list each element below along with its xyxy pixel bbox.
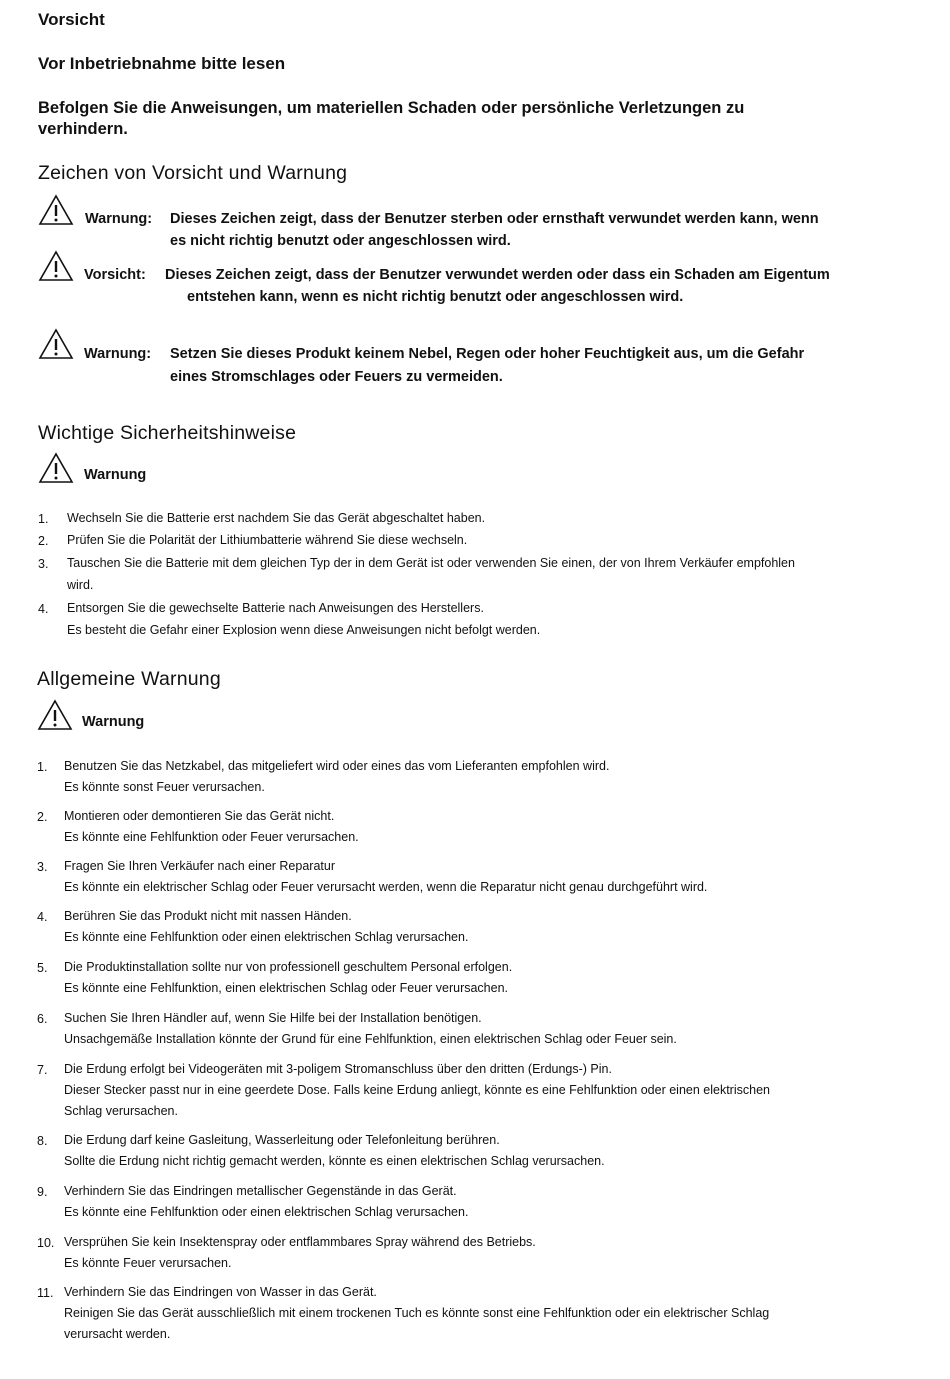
list-item-number: 1. <box>38 512 49 526</box>
list-item-number: 7. <box>37 1063 48 1077</box>
safety-heading: Wichtige Sicherheitshinweise <box>38 422 297 444</box>
sign-warning-label: Warnung: <box>85 211 153 227</box>
list-item-text: Entsorgen Sie die gewechselte Batterie nach Anweisungen des Herstellers. <box>67 601 484 615</box>
list-item-number: 9. <box>37 1185 48 1199</box>
list-item-text: Es könnte sonst Feuer verursachen. <box>64 780 265 794</box>
list-item-number: 10. <box>37 1236 55 1250</box>
list-item-text: Schlag verursachen. <box>64 1104 178 1118</box>
list-item-text: Es könnte eine Fehlfunktion oder Feuer verursachen. <box>64 830 359 844</box>
list-item-text: Es könnte eine Fehlfunktion, einen elektrischen Schlag oder Feuer verursachen. <box>64 981 509 995</box>
list-item-text: Es könnte ein elektrischer Schlag oder Feuer verursacht werden, wenn die Reparatur nicht genau durchgeführt wird. <box>64 880 708 894</box>
list-item-number: 5. <box>37 961 48 975</box>
list-item-text: Fragen Sie Ihren Verkäufer nach einer Reparatur <box>64 859 335 873</box>
warning-triangle-icon <box>38 452 74 484</box>
list-item-text: Unsachgemäße Installation könnte der Grund für eine Fehlfunktion, einen elektrischen Schlag oder Feuer sein. <box>64 1032 677 1046</box>
warning-triangle-icon <box>38 328 74 360</box>
list-item-number: 2. <box>38 534 49 548</box>
list-item-text: verursacht werden. <box>64 1327 171 1341</box>
warning-triangle-icon <box>38 194 74 226</box>
list-item-text: Tauschen Sie die Batterie mit dem gleichen Typ der in dem Gerät ist oder verwenden Sie einen, der von Ihrem Verkäufer empfohlen <box>67 556 795 570</box>
sign-warning-line-2: es nicht richtig benutzt oder angeschlossen wird. <box>170 233 511 249</box>
sign-caution-label: Vorsicht: <box>84 267 146 283</box>
sign-warning-line-1: Dieses Zeichen zeigt, dass der Benutzer sterben oder ernsthaft verwundet werden kann, wenn <box>170 211 819 227</box>
intro-line-1: Befolgen Sie die Anweisungen, um materiellen Schaden oder persönliche Verletzungen zu <box>38 99 745 117</box>
list-item-number: 2. <box>37 810 48 824</box>
intro-line-2: verhindern. <box>38 120 128 138</box>
list-item-text: Benutzen Sie das Netzkabel, das mitgeliefert wird oder eines das vom Lieferanten empfohlen wird. <box>64 759 610 773</box>
list-item-text: Die Produktinstallation sollte nur von professionell geschultem Personal erfolgen. <box>64 960 513 974</box>
caution-triangle-icon <box>38 250 74 282</box>
list-item-text: Berühren Sie das Produkt nicht mit nassen Händen. <box>64 909 352 923</box>
list-item-text: Reinigen Sie das Gerät ausschließlich mit einem trockenen Tuch es könnte sonst eine Fehlfunktion oder ein elektrischer Schlag <box>64 1306 770 1320</box>
page-subtitle: Vor Inbetriebnahme bitte lesen <box>38 54 286 73</box>
signs-heading: Zeichen von Vorsicht und Warnung <box>38 162 348 184</box>
list-item-number: 6. <box>37 1012 48 1026</box>
list-item-text: Dieser Stecker passt nur in eine geerdete Dose. Falls keine Erdung anliegt, könnte es eine Fehlfunktion oder einen elektrischen <box>64 1083 770 1097</box>
list-item-number: 3. <box>38 557 49 571</box>
general-warning-label: Warnung <box>82 714 145 730</box>
list-item-text: Versprühen Sie kein Insektenspray oder entflammbares Spray während des Betriebs. <box>64 1235 536 1249</box>
sign-moisture-line-2: eines Stromschlages oder Feuers zu vermeiden. <box>170 369 503 385</box>
general-heading: Allgemeine Warnung <box>37 668 221 690</box>
safety-warning-label: Warnung <box>84 467 147 483</box>
list-item-number: 1. <box>37 760 48 774</box>
list-item-number: 11. <box>37 1286 54 1300</box>
list-item-text: Die Erdung erfolgt bei Videogeräten mit 3-poligem Stromanschluss über den dritten (Erdungs-) Pin. <box>64 1062 612 1076</box>
list-item-text: Prüfen Sie die Polarität der Lithiumbatterie während Sie diese wechseln. <box>67 533 468 547</box>
warning-triangle-icon <box>37 699 73 731</box>
list-item-text: Suchen Sie Ihren Händler auf, wenn Sie Hilfe bei der Installation benötigen. <box>64 1011 482 1025</box>
list-item-text: Es besteht die Gefahr einer Explosion wenn diese Anweisungen nicht befolgt werden. <box>67 623 541 637</box>
list-item-text: Es könnte eine Fehlfunktion oder einen elektrischen Schlag verursachen. <box>64 930 469 944</box>
list-item-text: Verhindern Sie das Eindringen von Wasser in das Gerät. <box>64 1285 377 1299</box>
list-item-number: 3. <box>37 860 48 874</box>
list-item-text: Sollte die Erdung nicht richtig gemacht werden, könnte es einen elektrischen Schlag verursachen. <box>64 1154 605 1168</box>
list-item-number: 4. <box>38 602 49 616</box>
sign-moisture-label: Warnung: <box>84 346 152 362</box>
list-item-text: Montieren oder demontieren Sie das Gerät nicht. <box>64 809 335 823</box>
sign-moisture-line-1: Setzen Sie dieses Produkt keinem Nebel, Regen oder hoher Feuchtigkeit aus, um die Gefahr <box>170 346 805 362</box>
list-item-text: wird. <box>67 578 94 592</box>
list-item-text: Wechseln Sie die Batterie erst nachdem Sie das Gerät abgeschaltet haben. <box>67 511 486 525</box>
sign-caution-line-1: Dieses Zeichen zeigt, dass der Benutzer verwundet werden oder dass ein Schaden am Eigentum <box>165 267 830 283</box>
list-item-text: Die Erdung darf keine Gasleitung, Wasserleitung oder Telefonleitung berühren. <box>64 1133 500 1147</box>
list-item-text: Es könnte eine Fehlfunktion oder einen elektrischen Schlag verursachen. <box>64 1205 469 1219</box>
sign-caution-line-2: entstehen kann, wenn es nicht richtig benutzt oder angeschlossen wird. <box>187 289 684 305</box>
list-item-number: 4. <box>37 910 48 924</box>
list-item-text: Es könnte Feuer verursachen. <box>64 1256 232 1270</box>
list-item-text: Verhindern Sie das Eindringen metallischer Gegenstände in das Gerät. <box>64 1184 457 1198</box>
page-title: Vorsicht <box>38 10 105 29</box>
list-item-number: 8. <box>37 1134 48 1148</box>
